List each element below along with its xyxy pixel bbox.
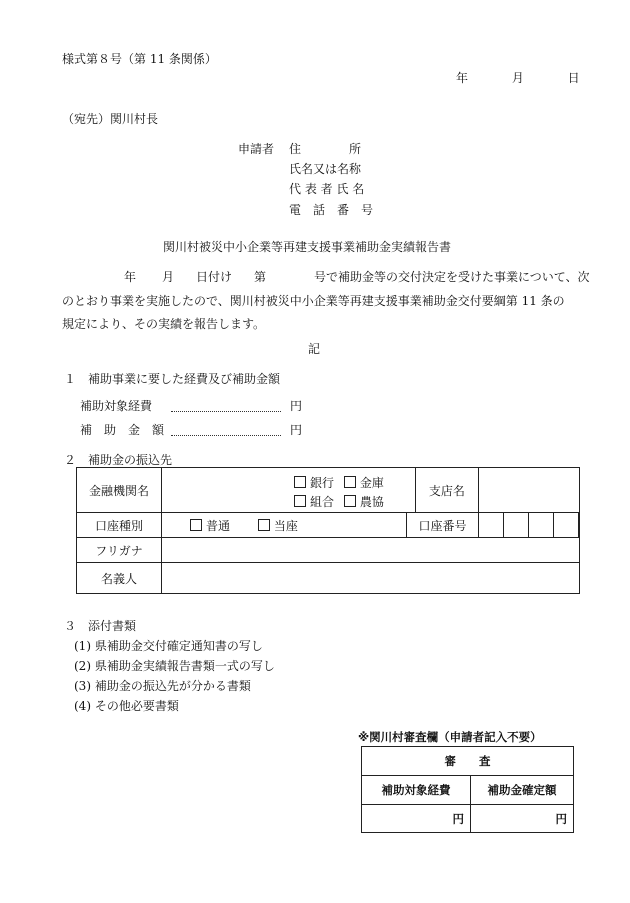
review-table	[361, 746, 574, 833]
section3-heading: ３ 添付書類	[64, 619, 137, 633]
cost-yen: 円	[290, 399, 303, 413]
opt-futsu[interactable]: 普通	[190, 519, 230, 533]
branch-label: 支店名	[415, 468, 478, 513]
body-line1-year: 年	[124, 270, 137, 284]
applicant-address: 住 所	[289, 142, 362, 156]
review-header: 審 査	[362, 747, 574, 776]
checkbox-icon	[294, 476, 306, 488]
opt-bank[interactable]: 銀行	[294, 476, 334, 490]
cost-label: 補助対象経費	[80, 399, 153, 413]
checkbox-icon	[294, 495, 306, 507]
form-number: 様式第８号（第 11 条関係）	[62, 52, 217, 66]
account-digit[interactable]	[578, 513, 579, 538]
body-line1-day: 日付け	[196, 270, 233, 284]
amount-field[interactable]	[171, 421, 281, 436]
ki-label: 記	[308, 342, 321, 356]
review-caption: ※関川村審査欄（申請者記入不要）	[358, 730, 542, 744]
furigana-label: フリガナ	[77, 538, 162, 563]
account-type-label: 口座種別	[77, 513, 162, 538]
applicant-representative: 代 表 者 氏 名	[289, 182, 365, 196]
review-col-amount: 補助金確定額	[471, 776, 574, 805]
furigana-field[interactable]	[162, 538, 580, 563]
attachment-item: (2) 県補助金実績報告書類一式の写し	[74, 659, 275, 673]
institution-field[interactable]	[162, 468, 416, 513]
applicant-phone: 電 話 番 号	[289, 203, 374, 217]
attachment-item: (4) その他必要書類	[74, 699, 179, 713]
account-digit[interactable]	[478, 513, 503, 538]
attachment-item: (3) 補助金の振込先が分かる書類	[74, 679, 251, 693]
checkbox-icon	[344, 476, 356, 488]
account-digit[interactable]	[503, 513, 528, 538]
section2-heading: ２ 補助金の振込先	[64, 453, 173, 467]
date-line	[456, 69, 580, 86]
section1-heading: １ 補助事業に要した経費及び補助金額	[64, 372, 281, 386]
body-line1-rest: 号で補助金等の交付決定を受けた事業について、次	[314, 270, 590, 284]
amount-yen: 円	[290, 423, 303, 437]
bank-table	[76, 467, 580, 594]
body-line3: 規定により、その実績を報告します。	[62, 317, 266, 331]
body-line1-no: 第	[254, 270, 267, 284]
applicant-name: 氏名又は名称	[289, 162, 362, 176]
body-line2: のとおり事業を実施したので、関川村被災中小企業等再建支援事業補助金交付要綱第 11 条の	[62, 294, 565, 308]
account-type-field[interactable]	[162, 513, 407, 538]
review-cost-yen[interactable]: 円	[362, 805, 471, 833]
holder-label: 名義人	[77, 563, 162, 594]
attachment-item: (1) 県補助金交付確定通知書の写し	[74, 639, 263, 653]
addressee: （宛先）関川村長	[62, 112, 159, 126]
document-title: 関川村被災中小企業等再建支援事業補助金実績報告書	[163, 240, 452, 254]
review-amount-yen[interactable]: 円	[471, 805, 574, 833]
date-year: 年	[456, 71, 469, 85]
account-digit[interactable]	[553, 513, 578, 538]
branch-field[interactable]	[478, 468, 579, 513]
amount-label: 補 助 金 額	[80, 423, 165, 437]
date-day: 日	[567, 71, 580, 85]
applicant-label: 申請者	[238, 142, 275, 156]
checkbox-icon	[344, 495, 356, 507]
checkbox-icon	[190, 519, 202, 531]
opt-kinko[interactable]: 金庫	[344, 476, 384, 490]
date-month: 月	[511, 71, 524, 85]
cost-field[interactable]	[171, 397, 281, 412]
opt-kumiai[interactable]: 組合	[294, 495, 334, 509]
account-digit[interactable]	[528, 513, 553, 538]
account-number-label: 口座番号	[407, 513, 479, 538]
review-col-cost: 補助対象経費	[362, 776, 471, 805]
institution-label: 金融機関名	[77, 468, 162, 513]
opt-nokyo[interactable]: 農協	[344, 495, 384, 509]
checkbox-icon	[258, 519, 270, 531]
holder-field[interactable]	[162, 563, 580, 594]
body-line1-month: 月	[162, 270, 175, 284]
opt-toza[interactable]: 当座	[258, 519, 298, 533]
